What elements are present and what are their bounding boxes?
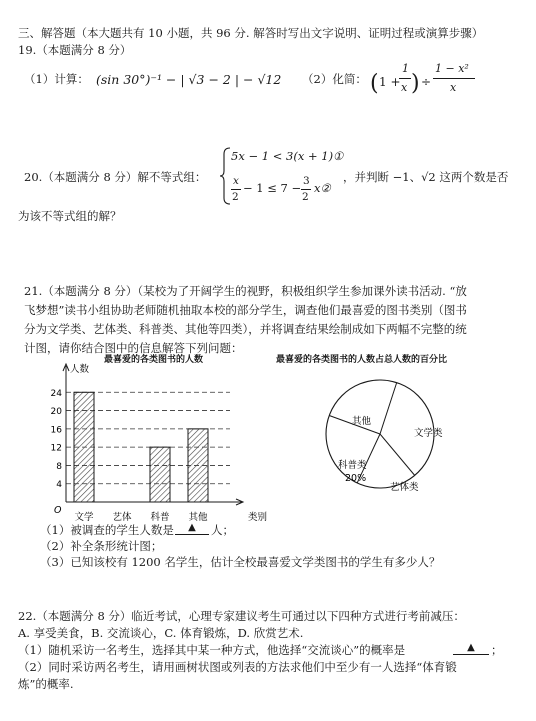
y-tick-label: 24 — [50, 388, 62, 399]
frac2-bar — [433, 78, 475, 79]
q22-line5: 炼”的概率. — [18, 677, 74, 691]
q22-line1: 22.（本题满分 8 分）临近考试，心理专家建议考生可通过以下四种方式进行考前减压： — [18, 609, 465, 623]
pie-slice-label: 文学类 — [414, 428, 443, 439]
pie-chart-title: 最喜爱的各类图书的人数占总人数的百分比 — [276, 355, 448, 365]
bar-文学 — [74, 392, 94, 502]
q20-inequality-system — [219, 146, 344, 206]
q20-heading: 20.（本题满分 8 分）解不等式组： — [24, 170, 207, 184]
q21-line1: 21.（本题满分 8 分）（某校为了开阔学生的视野，积极组织学生参加课外读书活动. “放 — [24, 284, 467, 298]
category-label: 科普 — [150, 512, 170, 523]
inequality-1: 5x − 1 < 3(x + 1)① — [231, 149, 344, 163]
pie-slice-percent: 20% — [345, 473, 367, 484]
q21-line2: 飞梦想”读书小组协助老师随机抽取本校的部分学生，调查他们最喜爱的图书类别（图书 — [24, 303, 467, 317]
q21-sub1-label: （1）被调查的学生人数是 — [40, 523, 174, 537]
right-paren: ) — [411, 71, 420, 96]
q22-line3-tail: ； — [491, 643, 503, 657]
y-tick-label: 20 — [50, 407, 62, 418]
frac1-numerator: 1 — [402, 62, 409, 75]
ineq2-frac2-den: 2 — [302, 191, 309, 203]
pie-slice-label: 艺体类 — [390, 482, 419, 493]
bar-chart — [30, 360, 270, 530]
q20-line2: 为该不等式组的解？ — [18, 209, 122, 223]
y-axis-label: 人数 — [70, 364, 90, 375]
bar-其他 — [188, 429, 208, 502]
pie-chart — [320, 372, 460, 512]
q21-line4: 计图，请你结合图中的信息解答下列问题： — [24, 341, 243, 355]
bar-科普 — [150, 447, 170, 502]
frac2-denominator: x — [450, 81, 457, 94]
category-label: 其他 — [188, 512, 208, 523]
ineq2-frac2-num: 3 — [303, 175, 310, 187]
frac1-bar — [399, 78, 411, 79]
origin-label: O — [54, 505, 62, 516]
y-tick-label: 16 — [50, 425, 62, 436]
left-paren: ( — [370, 71, 379, 96]
q19-part2-label: （2）化简： — [302, 72, 367, 86]
ineq2-tail: x② — [314, 181, 331, 195]
q22-line2: A. 享受美食，B. 交流谈心，C. 体育锻炼，D. 欣赏艺术. — [18, 626, 304, 640]
one-plus: 1 + — [379, 75, 401, 89]
q22-sub1-blank[interactable]: ▲ — [453, 642, 489, 655]
bar-chart-title: 最喜爱的各类图书的人数 — [104, 355, 204, 365]
q21-sub1-tail: 人； — [211, 523, 234, 537]
q22-line4: （2）同时采访两名考生，请用画树状图或列表的方法求他们中至少有一人选择“体育锻 — [18, 660, 457, 674]
q21-line3: 分为文学类、艺体类、科普类、其他等四类），并将调查结果绘制成如下两幅不完整的统 — [24, 322, 467, 336]
q19-part1-expression: (sin 30°)⁻¹ − | √3 − 2 | − √12 — [96, 72, 282, 87]
ineq2-frac1-den: 2 — [232, 191, 239, 203]
ineq2-frac1-num: x — [233, 175, 239, 187]
y-tick-label: 8 — [56, 461, 62, 472]
divide-sign: ÷ — [421, 75, 432, 89]
pie-slice-label: 科普类 — [338, 460, 367, 471]
frac2-numerator: 1 − x² — [435, 62, 469, 75]
x-axis-label: 类别 — [248, 512, 268, 523]
q21-sub1-blank[interactable]: ▲ — [175, 522, 209, 535]
ineq2-frac1-bar — [231, 189, 241, 190]
q19-heading: 19.（本题满分 8 分） — [18, 43, 132, 57]
section-header: 三、解答题（本大题共有 10 小题，共 96 分. 解答时写出文字说明、证明过程或演算步骤） — [18, 26, 484, 40]
q20-tail: ，并判断 −1、√2 这两个数是否 — [343, 170, 509, 184]
q19-part1-label: （1）计算： — [24, 72, 89, 86]
category-label: 文学 — [74, 512, 94, 523]
ineq2-middle: − 1 ≤ 7 − — [243, 181, 302, 195]
frac1-denominator: x — [401, 81, 408, 94]
q21-sub2: （2）补全条形统计图； — [40, 539, 163, 553]
y-tick-label: 4 — [56, 480, 62, 491]
ineq2-frac2-bar — [301, 189, 311, 190]
pie-slice-label: 其他 — [352, 416, 372, 427]
y-tick-label: 12 — [50, 443, 62, 454]
q21-sub3: （3）已知该校有 1200 名学生，估计全校最喜爱文学类图书的学生有多少人？ — [40, 555, 441, 569]
q22-line3: （1）随机采访一名考生，选择其中某一种方式，他选择“交流谈心”的概率是 — [18, 643, 406, 657]
category-label: 艺体 — [112, 512, 132, 523]
